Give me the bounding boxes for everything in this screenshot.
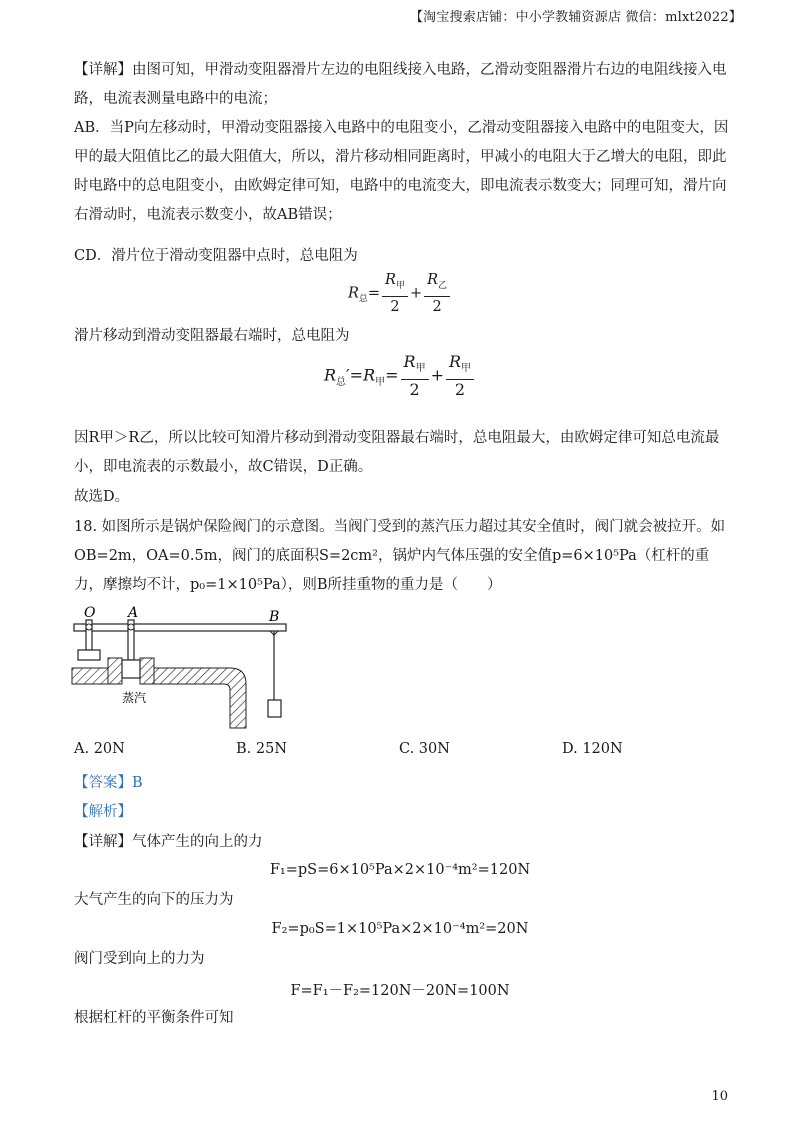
q18-text-valve-force: 阀门受到向上的力为 xyxy=(74,951,205,967)
detail-paragraph-ab: AB．当P向左移动时，甲滑动变阻器接入电路中的电阻变小，乙滑动变阻器接入电路中的电阻变大，因甲的最大阻值比乙的最大阻值大，所以，滑片移动相同距离时，甲减小的电阻大于乙增大的电阻，即此时电路中的总电阻变小，由欧姆定律可知，电路中的电流变大，即电流表示数变大；同理可知，滑片向右滑动时，电流表示数变小，故AB错误； xyxy=(74,120,729,223)
label-steam: 蒸汽 xyxy=(122,691,147,705)
equation-f1: F₁=pS=6×10⁵Pa×2×10⁻⁴m²=120N xyxy=(269,862,531,878)
label-b: B xyxy=(269,609,280,625)
formula-total-resistance-end: $R_总'=R_甲=$ $\frac{R_甲}{2}$ + $\frac{R_甲}{2}$ xyxy=(0,352,800,400)
detail-paragraph-cd: CD．滑片位于滑动变阻器中点时，总电阻为 xyxy=(74,248,358,264)
page-number: 10 xyxy=(711,1089,728,1104)
answer-line: 【答案】B xyxy=(74,775,143,791)
header-shop-info: 【淘宝搜索店铺：中小学教辅资源店 微信：mlxt2022】 xyxy=(409,10,742,25)
equation-net-force: F=F₁－F₂=120N－20N=100N xyxy=(290,983,510,999)
formula-total-resistance-mid: $R_总=$ $\frac{R_甲}{2}$ + $\frac{R_乙}{2}$ xyxy=(0,270,800,317)
option-c: C. 30N xyxy=(399,741,450,757)
detail-paragraph-choice: 故选D。 xyxy=(74,489,130,505)
detail-paragraph-conclusion: 因R甲＞R乙，所以比较可知滑片移动到滑动变阻器最右端时，总电阻最大，由欧姆定律可知总电流最小，即电流表的示数最小，故C错误，D正确。 xyxy=(74,430,720,475)
equation-f2: F₂=p₀S=1×10⁵Pa×2×10⁻⁴m²=20N xyxy=(271,921,529,937)
option-a: A. 20N xyxy=(74,741,125,757)
option-b: B. 25N xyxy=(236,741,288,757)
q18-text-lever-balance: 根据杠杆的平衡条件可知 xyxy=(74,1010,234,1026)
valve-lever-figure xyxy=(70,604,300,729)
label-a: A xyxy=(128,605,139,621)
analysis-label: 【解析】 xyxy=(74,804,132,820)
question-18-stem: 18. 如图所示是锅炉保险阀门的示意图。当阀门受到的蒸汽压力超过其安全值时，阀门就会被拉开。如OB=2m，OA=0.5m，阀门的底面积S=2cm²，锅炉内气体压强的安全值p=6×10⁵Pa（杠杆的重力，摩擦均不计，p₀=1×10⁵Pa），则B所挂重物的重力是（ ） xyxy=(74,519,726,593)
label-o: O xyxy=(84,605,96,621)
detail-paragraph-right-end: 滑片移动到滑动变阻器最右端时，总电阻为 xyxy=(74,328,350,344)
q18-text-atmosphere: 大气产生的向下的压力为 xyxy=(74,892,234,908)
detail-paragraph-1: 【详解】由图可知，甲滑动变阻器滑片左边的电阻线接入电路，乙滑动变阻器滑片右边的电阻线接入电路，电流表测量电路中的电流； xyxy=(74,62,727,107)
q18-detail-intro: 【详解】气体产生的向上的力 xyxy=(74,834,263,850)
option-d: D. 120N xyxy=(562,741,623,757)
